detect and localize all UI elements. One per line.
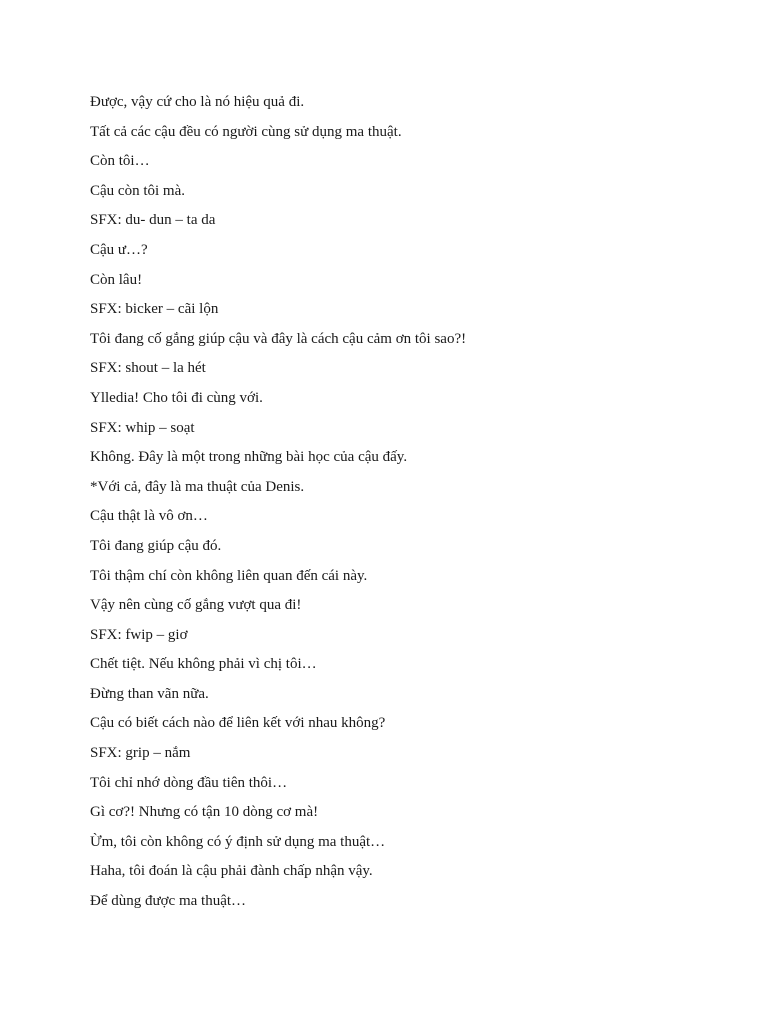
text-line: SFX: shout – la hét xyxy=(90,360,206,377)
text-line: Gì cơ?! Nhưng có tận 10 dòng cơ mà! xyxy=(90,804,319,821)
text-line: Cậu ư…? xyxy=(90,241,148,258)
text-line: SFX: fwip – giơ xyxy=(90,626,188,643)
text-line: Tất cả các cậu đều có người cùng sử dụng ma thuật. xyxy=(90,123,402,140)
text-line: Cậu còn tôi mà. xyxy=(90,182,185,199)
text-line: Còn tôi… xyxy=(90,153,150,170)
text-line: Ylledia! Cho tôi đi cùng với. xyxy=(90,389,263,406)
text-line: SFX: whip – soạt xyxy=(90,419,195,436)
text-line: Chết tiệt. Nếu không phải vì chị tôi… xyxy=(90,656,317,673)
text-line: Còn lâu! xyxy=(90,271,143,288)
text-line: Đừng than vãn nữa. xyxy=(90,685,209,702)
text-line: SFX: bicker – cãi lộn xyxy=(90,301,219,318)
text-lines xyxy=(90,91,730,920)
text-line: Ừm, tôi còn không có ý định sử dụng ma thuật… xyxy=(90,833,386,850)
text-line: Để dùng được ma thuật… xyxy=(90,893,247,910)
text-line: Cậu thật là vô ơn… xyxy=(90,508,208,525)
text-line: Không. Đây là một trong những bài học của cậu đấy. xyxy=(90,449,408,466)
text-line: Cậu có biết cách nào để liên kết với nhau không? xyxy=(90,715,386,732)
text-line: *Với cả, đây là ma thuật của Denis. xyxy=(90,478,305,495)
text-line: Tôi chỉ nhớ dòng đầu tiên thôi… xyxy=(90,774,288,791)
text-line: SFX: grip – nắm xyxy=(90,745,191,762)
text-line: Tôi đang cố gắng giúp cậu và đây là cách cậu cảm ơn tôi sao?! xyxy=(90,330,467,347)
text-line: Được, vậy cứ cho là nó hiệu quả đi. xyxy=(90,94,305,110)
text-line: Vậy nên cùng cố gắng vượt qua đi! xyxy=(90,597,302,614)
text-line: SFX: du- dun – ta da xyxy=(90,212,216,229)
text-line: Haha, tôi đoán là cậu phải đành chấp nhận vậy. xyxy=(90,863,373,880)
text-line: Tôi thậm chí còn không liên quan đến cái này. xyxy=(90,567,368,584)
text-line: Tôi đang giúp cậu đó. xyxy=(90,537,222,554)
